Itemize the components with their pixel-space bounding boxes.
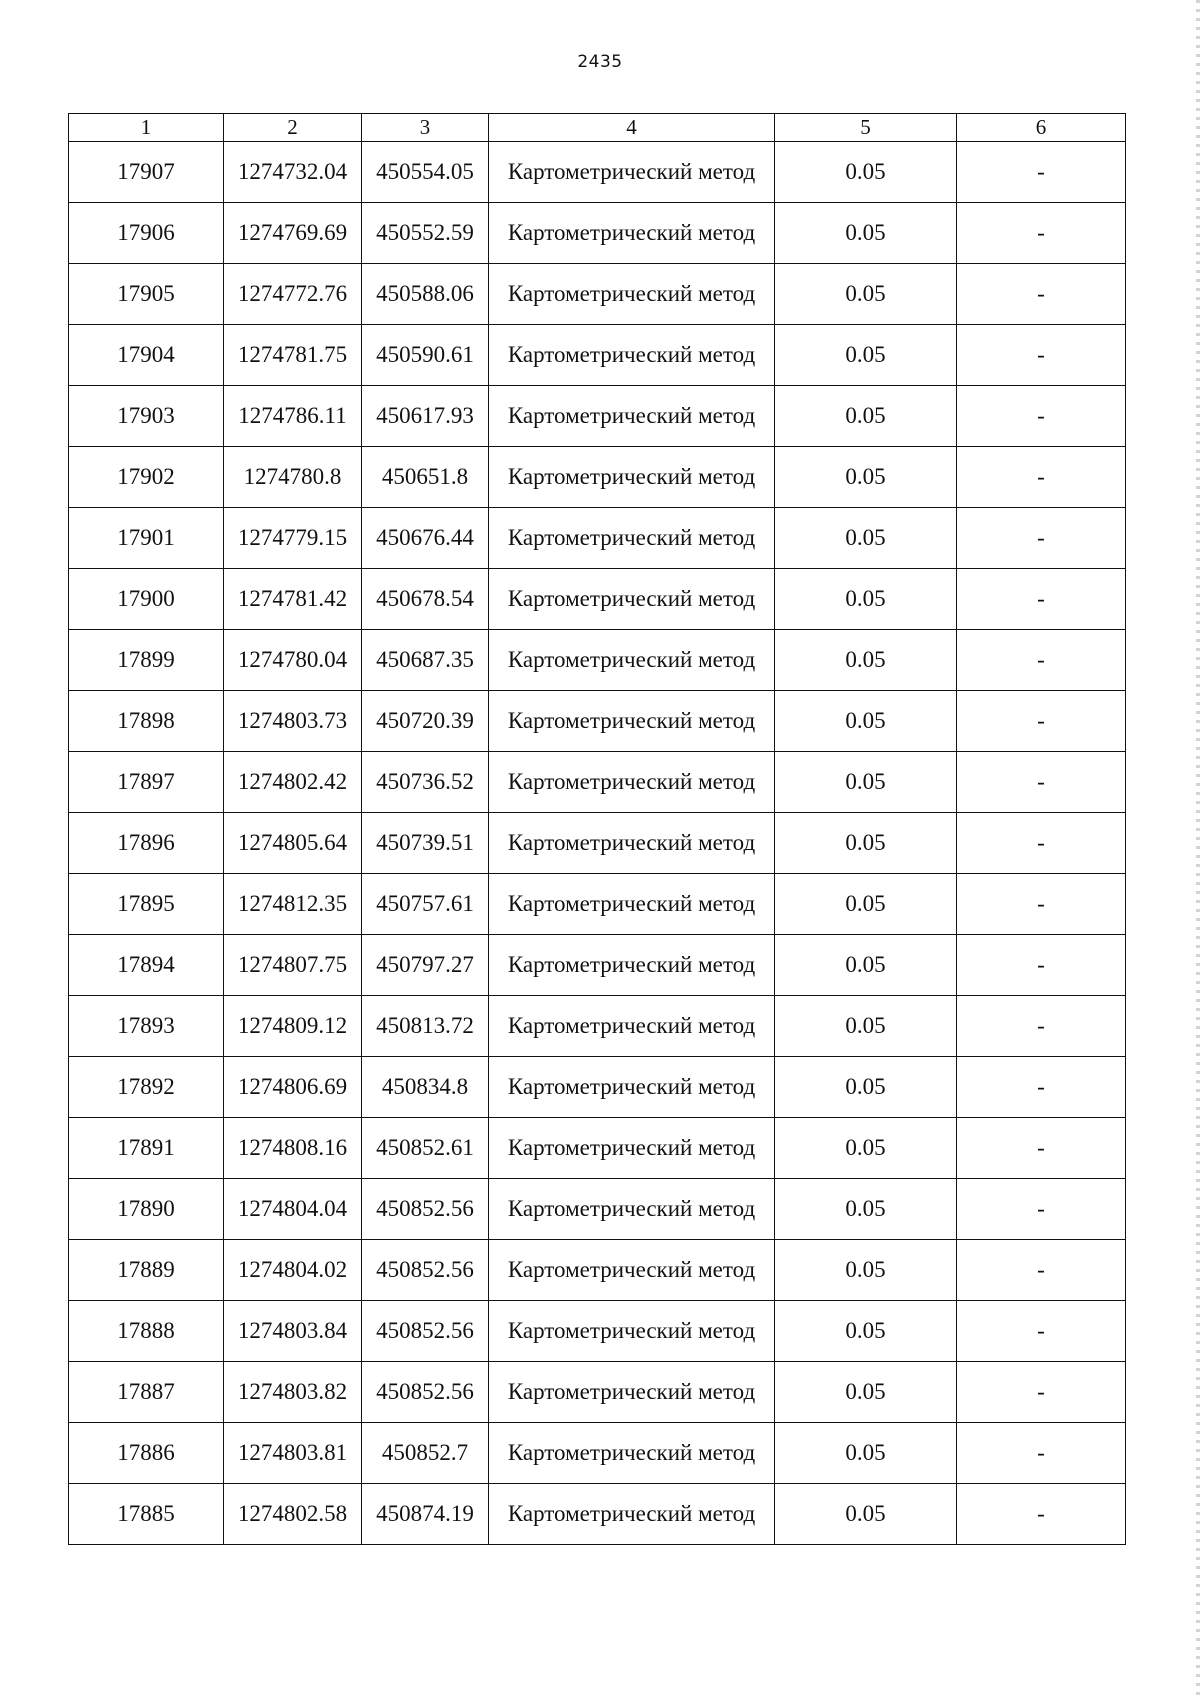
y-coordinate-cell: 450852.56 [362, 1240, 489, 1301]
table-row [69, 508, 1126, 569]
x-coordinate-cell: 1274803.84 [224, 1301, 362, 1362]
accuracy-cell: 0.05 [775, 203, 957, 264]
point-number-cell: 17906 [69, 203, 224, 264]
table-row [69, 1362, 1126, 1423]
accuracy-cell: 0.05 [775, 935, 957, 996]
note-cell: - [957, 1118, 1126, 1179]
accuracy-cell: 0.05 [775, 264, 957, 325]
method-cell: Картометрический метод [489, 447, 775, 508]
accuracy-cell: 0.05 [775, 1240, 957, 1301]
note-cell: - [957, 325, 1126, 386]
column-header: 4 [489, 114, 775, 142]
table-row [69, 1118, 1126, 1179]
accuracy-cell: 0.05 [775, 874, 957, 935]
accuracy-cell: 0.05 [775, 691, 957, 752]
method-cell: Картометрический метод [489, 1301, 775, 1362]
accuracy-cell: 0.05 [775, 1362, 957, 1423]
accuracy-cell: 0.05 [775, 1301, 957, 1362]
y-coordinate-cell: 450554.05 [362, 142, 489, 203]
column-header: 6 [957, 114, 1126, 142]
column-header: 2 [224, 114, 362, 142]
point-number-cell: 17905 [69, 264, 224, 325]
x-coordinate-cell: 1274769.69 [224, 203, 362, 264]
table-row [69, 1179, 1126, 1240]
note-cell: - [957, 1240, 1126, 1301]
accuracy-cell: 0.05 [775, 1484, 957, 1545]
point-number-cell: 17902 [69, 447, 224, 508]
accuracy-cell: 0.05 [775, 630, 957, 691]
note-cell: - [957, 1057, 1126, 1118]
table-row [69, 142, 1126, 203]
note-cell: - [957, 874, 1126, 935]
point-number-cell: 17888 [69, 1301, 224, 1362]
table-row [69, 325, 1126, 386]
y-coordinate-cell: 450617.93 [362, 386, 489, 447]
method-cell: Картометрический метод [489, 508, 775, 569]
point-number-cell: 17894 [69, 935, 224, 996]
note-cell: - [957, 691, 1126, 752]
note-cell: - [957, 447, 1126, 508]
x-coordinate-cell: 1274781.42 [224, 569, 362, 630]
note-cell: - [957, 1362, 1126, 1423]
table-row [69, 447, 1126, 508]
table-row [69, 813, 1126, 874]
y-coordinate-cell: 450813.72 [362, 996, 489, 1057]
accuracy-cell: 0.05 [775, 569, 957, 630]
table-row [69, 1301, 1126, 1362]
x-coordinate-cell: 1274808.16 [224, 1118, 362, 1179]
column-header: 3 [362, 114, 489, 142]
table-header-row [69, 114, 1126, 142]
x-coordinate-cell: 1274781.75 [224, 325, 362, 386]
table-row [69, 386, 1126, 447]
accuracy-cell: 0.05 [775, 1118, 957, 1179]
table-row [69, 630, 1126, 691]
point-number-cell: 17893 [69, 996, 224, 1057]
note-cell: - [957, 264, 1126, 325]
point-number-cell: 17890 [69, 1179, 224, 1240]
y-coordinate-cell: 450874.19 [362, 1484, 489, 1545]
accuracy-cell: 0.05 [775, 325, 957, 386]
note-cell: - [957, 1179, 1126, 1240]
accuracy-cell: 0.05 [775, 447, 957, 508]
x-coordinate-cell: 1274779.15 [224, 508, 362, 569]
y-coordinate-cell: 450720.39 [362, 691, 489, 752]
x-coordinate-cell: 1274812.35 [224, 874, 362, 935]
x-coordinate-cell: 1274807.75 [224, 935, 362, 996]
x-coordinate-cell: 1274804.04 [224, 1179, 362, 1240]
note-cell: - [957, 1301, 1126, 1362]
accuracy-cell: 0.05 [775, 508, 957, 569]
x-coordinate-cell: 1274802.58 [224, 1484, 362, 1545]
x-coordinate-cell: 1274780.8 [224, 447, 362, 508]
note-cell: - [957, 203, 1126, 264]
note-cell: - [957, 142, 1126, 203]
method-cell: Картометрический метод [489, 1240, 775, 1301]
point-number-cell: 17898 [69, 691, 224, 752]
table-row [69, 1423, 1126, 1484]
scan-edge [1196, 0, 1200, 1696]
note-cell: - [957, 752, 1126, 813]
table-row [69, 1240, 1126, 1301]
method-cell: Картометрический метод [489, 874, 775, 935]
x-coordinate-cell: 1274804.02 [224, 1240, 362, 1301]
note-cell: - [957, 1484, 1126, 1545]
accuracy-cell: 0.05 [775, 142, 957, 203]
note-cell: - [957, 569, 1126, 630]
accuracy-cell: 0.05 [775, 1423, 957, 1484]
method-cell: Картометрический метод [489, 386, 775, 447]
x-coordinate-cell: 1274809.12 [224, 996, 362, 1057]
method-cell: Картометрический метод [489, 630, 775, 691]
point-number-cell: 17904 [69, 325, 224, 386]
y-coordinate-cell: 450552.59 [362, 203, 489, 264]
table-row [69, 935, 1126, 996]
y-coordinate-cell: 450852.56 [362, 1179, 489, 1240]
method-cell: Картометрический метод [489, 935, 775, 996]
x-coordinate-cell: 1274803.81 [224, 1423, 362, 1484]
point-number-cell: 17886 [69, 1423, 224, 1484]
y-coordinate-cell: 450676.44 [362, 508, 489, 569]
method-cell: Картометрический метод [489, 996, 775, 1057]
method-cell: Картометрический метод [489, 752, 775, 813]
point-number-cell: 17907 [69, 142, 224, 203]
x-coordinate-cell: 1274803.73 [224, 691, 362, 752]
x-coordinate-cell: 1274786.11 [224, 386, 362, 447]
y-coordinate-cell: 450736.52 [362, 752, 489, 813]
x-coordinate-cell: 1274806.69 [224, 1057, 362, 1118]
accuracy-cell: 0.05 [775, 752, 957, 813]
y-coordinate-cell: 450852.56 [362, 1301, 489, 1362]
method-cell: Картометрический метод [489, 325, 775, 386]
table-row [69, 752, 1126, 813]
method-cell: Картометрический метод [489, 1484, 775, 1545]
point-number-cell: 17903 [69, 386, 224, 447]
point-number-cell: 17895 [69, 874, 224, 935]
method-cell: Картометрический метод [489, 1057, 775, 1118]
point-number-cell: 17891 [69, 1118, 224, 1179]
note-cell: - [957, 1423, 1126, 1484]
y-coordinate-cell: 450852.7 [362, 1423, 489, 1484]
note-cell: - [957, 508, 1126, 569]
accuracy-cell: 0.05 [775, 813, 957, 874]
accuracy-cell: 0.05 [775, 1057, 957, 1118]
method-cell: Картометрический метод [489, 203, 775, 264]
method-cell: Картометрический метод [489, 1362, 775, 1423]
point-number-cell: 17896 [69, 813, 224, 874]
note-cell: - [957, 386, 1126, 447]
x-coordinate-cell: 1274803.82 [224, 1362, 362, 1423]
column-header: 1 [69, 114, 224, 142]
point-number-cell: 17892 [69, 1057, 224, 1118]
method-cell: Картометрический метод [489, 264, 775, 325]
accuracy-cell: 0.05 [775, 996, 957, 1057]
table-row [69, 996, 1126, 1057]
page-number: 2435 [577, 52, 623, 72]
point-number-cell: 17901 [69, 508, 224, 569]
method-cell: Картометрический метод [489, 1179, 775, 1240]
point-number-cell: 17889 [69, 1240, 224, 1301]
method-cell: Картометрический метод [489, 569, 775, 630]
note-cell: - [957, 996, 1126, 1057]
x-coordinate-cell: 1274772.76 [224, 264, 362, 325]
x-coordinate-cell: 1274732.04 [224, 142, 362, 203]
table-row [69, 691, 1126, 752]
table-row [69, 1484, 1126, 1545]
method-cell: Картометрический метод [489, 142, 775, 203]
table-row [69, 874, 1126, 935]
table-row [69, 569, 1126, 630]
note-cell: - [957, 630, 1126, 691]
y-coordinate-cell: 450797.27 [362, 935, 489, 996]
method-cell: Картометрический метод [489, 691, 775, 752]
point-number-cell: 17900 [69, 569, 224, 630]
y-coordinate-cell: 450590.61 [362, 325, 489, 386]
note-cell: - [957, 935, 1126, 996]
y-coordinate-cell: 450739.51 [362, 813, 489, 874]
y-coordinate-cell: 450834.8 [362, 1057, 489, 1118]
table-row [69, 264, 1126, 325]
coordinates-table [68, 113, 1126, 1545]
table-row [69, 1057, 1126, 1118]
method-cell: Картометрический метод [489, 813, 775, 874]
y-coordinate-cell: 450651.8 [362, 447, 489, 508]
y-coordinate-cell: 450687.35 [362, 630, 489, 691]
y-coordinate-cell: 450588.06 [362, 264, 489, 325]
point-number-cell: 17885 [69, 1484, 224, 1545]
column-header: 5 [775, 114, 957, 142]
y-coordinate-cell: 450678.54 [362, 569, 489, 630]
accuracy-cell: 0.05 [775, 1179, 957, 1240]
y-coordinate-cell: 450852.61 [362, 1118, 489, 1179]
x-coordinate-cell: 1274802.42 [224, 752, 362, 813]
point-number-cell: 17899 [69, 630, 224, 691]
method-cell: Картометрический метод [489, 1423, 775, 1484]
x-coordinate-cell: 1274780.04 [224, 630, 362, 691]
accuracy-cell: 0.05 [775, 386, 957, 447]
table-row [69, 203, 1126, 264]
note-cell: - [957, 813, 1126, 874]
method-cell: Картометрический метод [489, 1118, 775, 1179]
y-coordinate-cell: 450757.61 [362, 874, 489, 935]
point-number-cell: 17897 [69, 752, 224, 813]
point-number-cell: 17887 [69, 1362, 224, 1423]
x-coordinate-cell: 1274805.64 [224, 813, 362, 874]
table-body [69, 142, 1126, 1545]
y-coordinate-cell: 450852.56 [362, 1362, 489, 1423]
